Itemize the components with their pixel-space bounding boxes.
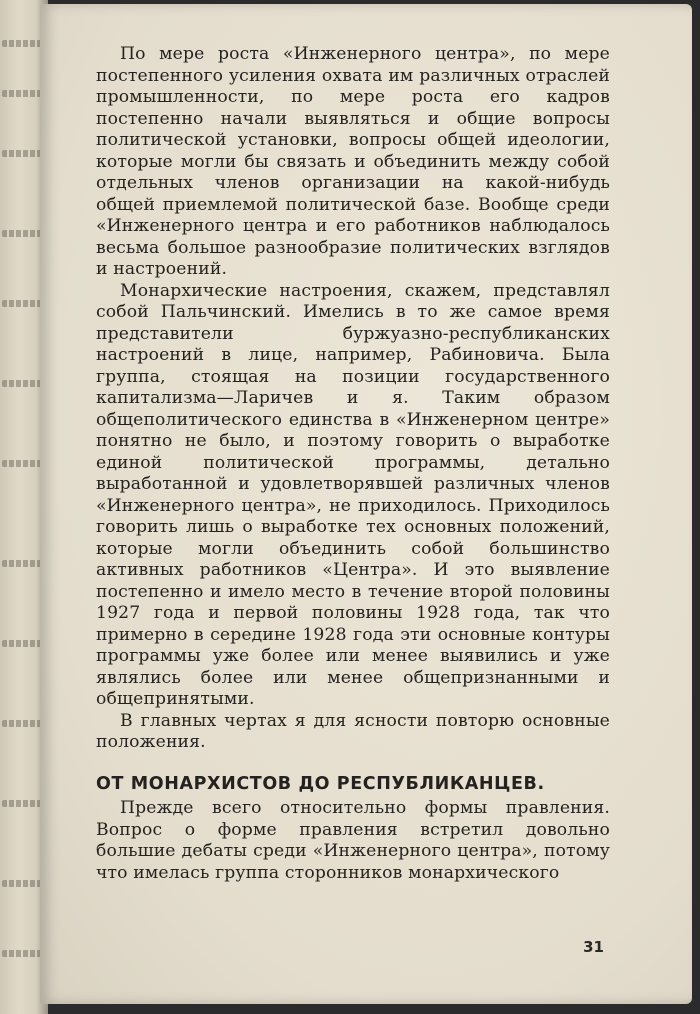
ghost-text-line [2,460,42,467]
ghost-text-line [2,380,42,387]
ghost-text-line [2,90,42,97]
ghost-text-line [2,800,42,807]
ghost-text-line [2,880,42,887]
paragraph: По мере роста «Инженерного центра», по мере постепенного усиления охвата им различных отраслей промышленности, по мере роста его кадров постепенно начали выявляться и общие вопросы политической установки, вопросы общей идеологии, которые могли бы связать и объединить между собой отдельных членов организации на какой-нибудь общей приемлемой политической базе. Вообще среди «Инженерного центра и его работников наблюдалось весьма большое разнообразие политических взглядов и настроений. [96,44,610,279]
ghost-text-line [2,40,42,47]
ghost-text-line [2,300,42,307]
paragraph: В главных чертах я для ясности повторю основные положения. [96,710,610,752]
ghost-text-line [2,640,42,647]
page-body [96,44,610,884]
section-heading: ОТ МОНАРХИСТОВ ДО РЕСПУБЛИКАНЦЕВ. [96,773,545,794]
ghost-text-line [2,950,42,957]
ghost-text-line [2,720,42,727]
page-number: 31 [583,938,604,956]
ghost-text-line [2,230,42,237]
paragraph: Прежде всего относительно формы правления. Вопрос о форме правления встретил довольно большие дебаты среди «Инженерного центра», потому что имелась группа сторонников монархического [96,798,610,883]
ghost-text-line [2,560,42,567]
paragraph: Монархические настроения, скажем, представлял собой Пальчинский. Имелись в то же самое время представители буржуазно-республиканских настроений в лице, например, Рабиновича. Была группа, стоящая на позиции государственного капитализма—Ларичев и я. Таким образом общеполитического единства в «Инженерном центре» понятно не было, и поэтому говорить о выработке единой политической программы, детально выработанной и удовлетворявшей различных членов «Инженерного центра», не приходилось. Приходилось говорить лишь о выработке тех основных положений, которые могли объединить собой большинство активных работников «Центра». И это выявление постепенно и имело место в течение второй половины 1927 года и первой половины 1928 года, так что примерно в середине 1928 года эти основные контуры программы уже более или менее выявились и уже являлись более или менее общепризнанными и общепринятыми. [96,280,610,709]
ghost-text-line [2,150,42,157]
